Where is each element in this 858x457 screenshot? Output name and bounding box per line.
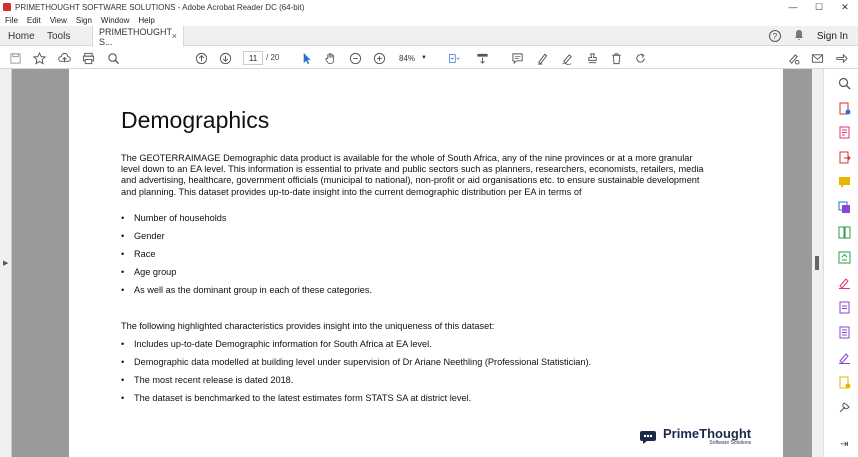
primethought-logo bbox=[640, 427, 751, 446]
window-title: PRIMETHOUGHT SOFTWARE SOLUTIONS - Adobe Acrobat Reader DC (64-bit) bbox=[15, 2, 305, 12]
compress-pdf-icon[interactable] bbox=[838, 251, 851, 264]
share-file-icon[interactable] bbox=[838, 376, 851, 389]
zoom-level-value: 84% bbox=[399, 53, 416, 63]
search-tool-icon[interactable] bbox=[838, 77, 851, 90]
more-tools-icon[interactable] bbox=[838, 401, 851, 414]
list-item: • Age group bbox=[121, 267, 372, 285]
left-panel-strip[interactable] bbox=[0, 69, 12, 457]
hand-tool-icon[interactable] bbox=[323, 51, 337, 65]
vertical-scrollbar[interactable] bbox=[812, 69, 823, 457]
rotate-icon[interactable] bbox=[633, 51, 647, 65]
bell-icon[interactable] bbox=[793, 29, 805, 44]
title-bar bbox=[0, 0, 858, 14]
tab-document[interactable] bbox=[92, 26, 184, 47]
chevron-down-icon: ▼ bbox=[421, 55, 427, 61]
tab-document-label: PRIMETHOUGHT S... bbox=[99, 26, 172, 47]
categories-list bbox=[121, 213, 372, 303]
select-cursor-icon[interactable] bbox=[299, 51, 313, 65]
page-fit-icon[interactable] bbox=[445, 51, 463, 65]
email-icon[interactable] bbox=[810, 51, 824, 65]
list-item: • Number of households bbox=[121, 213, 372, 231]
page-heading: Demographics bbox=[121, 107, 270, 133]
characteristics-paragraph: The following highlighted characteristics provides insight into the uniqueness of this dataset: bbox=[121, 321, 495, 331]
previous-page-icon[interactable] bbox=[194, 51, 208, 65]
comment-icon[interactable] bbox=[510, 51, 524, 65]
tab-home[interactable]: Home bbox=[8, 30, 35, 42]
sign-in-link[interactable]: Sign In bbox=[816, 30, 848, 42]
menu-sign[interactable]: Sign bbox=[75, 15, 92, 25]
page-number-input[interactable]: 11 bbox=[243, 51, 263, 65]
menu-edit[interactable]: Edit bbox=[26, 15, 41, 25]
sign-pen-icon[interactable] bbox=[786, 51, 800, 65]
list-item: • Gender bbox=[121, 231, 372, 249]
stamp-icon[interactable] bbox=[585, 51, 599, 65]
star-icon[interactable] bbox=[32, 51, 46, 65]
export-pdf-icon[interactable] bbox=[838, 151, 851, 164]
expand-left-panel-icon[interactable]: ▶ bbox=[3, 260, 9, 267]
list-item: • The most recent release is dated 2018. bbox=[121, 375, 591, 393]
list-item: • Includes up-to-date Demographic information for South Africa at EA level. bbox=[121, 339, 591, 357]
scroll-mode-icon[interactable] bbox=[475, 51, 489, 65]
fill-sign-icon[interactable] bbox=[838, 276, 851, 289]
list-item: • Demographic data modelled at building level under supervision of Dr Ariane Neethling (Professional Statistician). bbox=[121, 357, 591, 375]
maximize-button[interactable]: ☐ bbox=[814, 1, 824, 12]
share-link-icon[interactable] bbox=[834, 51, 848, 65]
organize-pages-icon[interactable] bbox=[838, 226, 851, 239]
menu-file[interactable]: File bbox=[5, 15, 18, 25]
logo-text bbox=[663, 427, 751, 446]
logo-tagline: Software Solutions bbox=[709, 440, 752, 446]
highlight-pen-icon[interactable] bbox=[535, 51, 549, 65]
page-total: / 20 bbox=[266, 53, 280, 62]
comment-tool-icon[interactable] bbox=[838, 176, 851, 189]
combine-files-icon[interactable] bbox=[838, 201, 851, 214]
characteristics-list bbox=[121, 339, 591, 411]
intro-paragraph: The GEOTERRAIMAGE Demographic data product is available for the whole of South Africa, any of the nine provinces or at a more granular level down to an EA level. This information is essential to private and public sectors such as planners, researchers, economists, retailers, media and advertising, healthcare, government officials (municipal to national), non-profit or aid organisations etc. to ensure sustainable development and planning. This dataset provides up-to-date insight into the current demographic distribution per EA in terms of bbox=[121, 153, 704, 197]
tab-tools[interactable]: Tools bbox=[47, 30, 71, 42]
toolbar bbox=[0, 47, 858, 69]
protect-pdf-icon[interactable] bbox=[838, 301, 851, 314]
collapse-panel-icon[interactable]: ⇥ bbox=[840, 439, 849, 450]
menu-view[interactable]: View bbox=[49, 15, 67, 25]
menu-help[interactable]: Help bbox=[138, 15, 155, 25]
zoom-search-icon[interactable] bbox=[106, 51, 120, 65]
header-right bbox=[769, 26, 848, 46]
menu-window[interactable]: Window bbox=[100, 15, 130, 25]
tab-bar bbox=[0, 26, 858, 46]
window-controls bbox=[780, 0, 858, 14]
pdf-page bbox=[69, 69, 783, 457]
zoom-in-icon[interactable] bbox=[372, 51, 386, 65]
speech-bubble-logo-icon bbox=[640, 429, 660, 445]
send-review-icon[interactable] bbox=[838, 326, 851, 339]
save-icon[interactable] bbox=[8, 51, 22, 65]
scrollbar-handle[interactable] bbox=[815, 256, 819, 270]
tab-close-icon[interactable]: × bbox=[171, 31, 177, 41]
create-pdf-icon[interactable] bbox=[838, 102, 851, 115]
cloud-upload-icon[interactable] bbox=[57, 51, 71, 65]
request-signature-icon[interactable] bbox=[838, 351, 851, 364]
draw-sign-icon[interactable] bbox=[560, 51, 574, 65]
minimize-button[interactable]: — bbox=[788, 2, 798, 12]
edit-pdf-icon[interactable] bbox=[838, 126, 851, 139]
delete-trash-icon[interactable] bbox=[609, 51, 623, 65]
list-item: • The dataset is benchmarked to the latest estimates form STATS SA at district level. bbox=[121, 393, 591, 411]
list-item: • Race bbox=[121, 249, 372, 267]
right-tools-panel bbox=[823, 69, 858, 457]
next-page-icon[interactable] bbox=[218, 51, 232, 65]
print-icon[interactable] bbox=[81, 51, 95, 65]
zoom-out-icon[interactable] bbox=[348, 51, 362, 65]
logo-name: PrimeThought bbox=[663, 426, 752, 441]
close-window-button[interactable]: ✕ bbox=[841, 1, 849, 12]
acrobat-app-icon bbox=[3, 3, 11, 11]
zoom-level-select[interactable] bbox=[395, 51, 433, 65]
list-item: • As well as the dominant group in each of these categories. bbox=[121, 285, 372, 303]
menu-bar bbox=[0, 14, 858, 26]
help-icon[interactable]: ? bbox=[769, 30, 781, 42]
